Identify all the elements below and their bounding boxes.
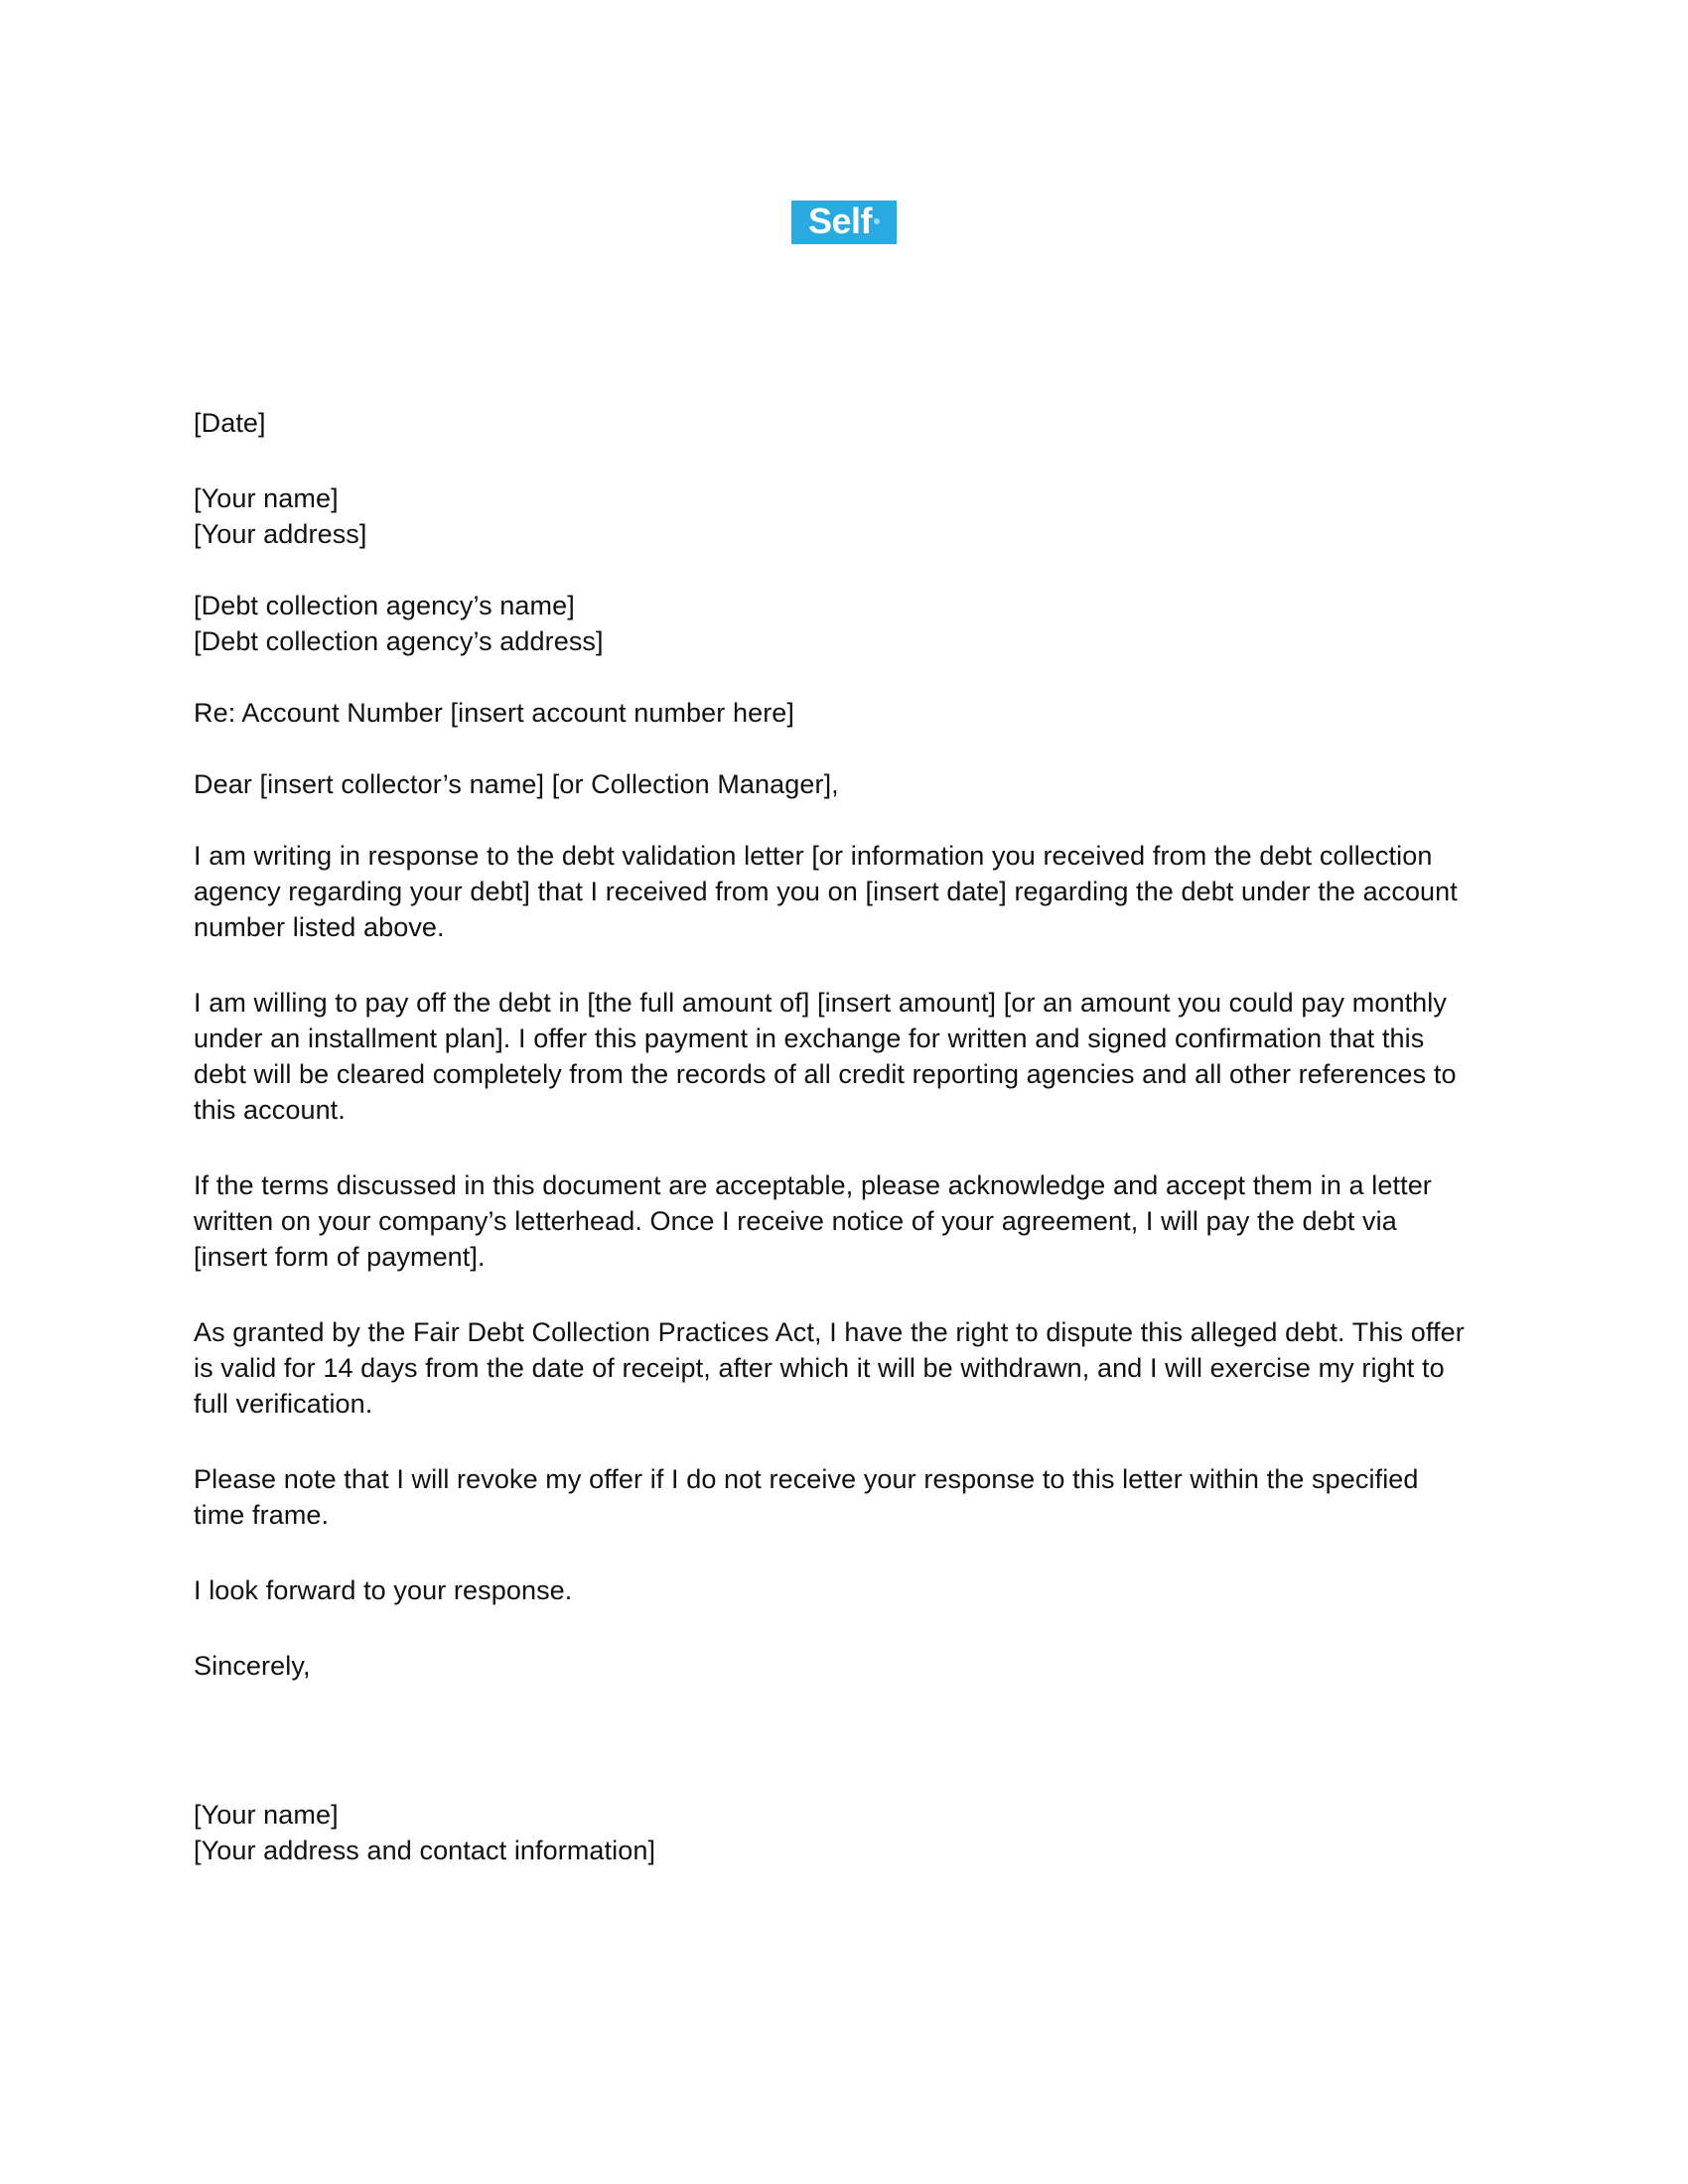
signature-name: [Your name] (194, 1800, 339, 1830)
signature-contact: [Your address and contact information] (194, 1836, 656, 1865)
sender-address: [Your address] (194, 519, 367, 549)
body-paragraph-2: I am willing to pay off the debt in [the full amount of] [insert amount] [or an amount you could pay monthly under an installment plan]. I offer this payment in exchange for written and signed confirmation that this debt will be cleared completely from the records of all credit reporting agencies and all other references to this account. (194, 988, 1457, 1125)
subject-line: Re: Account Number [insert account number here] (194, 698, 795, 728)
salutation-block (194, 766, 1475, 802)
signature-space (194, 1723, 1475, 1797)
closing-block (194, 1648, 1475, 1684)
self-logo (791, 201, 897, 244)
body-paragraph-3: If the terms discussed in this document are acceptable, please acknowledge and accept them in a letter written on your company’s letterhead. Once I receive notice of your agreement, I will pay the debt via [insert form of payment]. (194, 1170, 1432, 1272)
date-block (194, 405, 1475, 441)
recipient-block (194, 588, 1475, 659)
sender-name: [Your name] (194, 483, 339, 513)
self-logo-dot-icon (874, 218, 880, 224)
self-logo-text: Self (807, 201, 873, 241)
recipient-address: [Debt collection agency’s address] (194, 626, 604, 656)
sender-block (194, 480, 1475, 552)
date-line: [Date] (194, 408, 266, 438)
subject-block (194, 695, 1475, 731)
letterhead (0, 0, 1688, 298)
body-paragraph-4: As granted by the Fair Debt Collection Practices Act, I have the right to dispute this alleged debt. This offer is valid for 14 days from the date of receipt, after which it will be withdrawn, and I will exercise my right to full verification. (194, 1317, 1465, 1419)
letter-body (194, 405, 1475, 1868)
body-paragraph-5: Please note that I will revoke my offer if I do not receive your response to this letter within the specified time frame. (194, 1464, 1419, 1530)
salutation-line: Dear [insert collector’s name] [or Collection Manager], (194, 769, 839, 799)
closing-line: Sincerely, (194, 1651, 311, 1681)
body-paragraph-6: I look forward to your response. (194, 1575, 573, 1605)
signature-block (194, 1797, 1475, 1868)
body-paragraph-1: I am writing in response to the debt validation letter [or information you received from the debt collection agency regarding your debt] that I received from you on [insert date] regarding the debt under the account number listed above. (194, 841, 1458, 942)
recipient-name: [Debt collection agency’s name] (194, 591, 575, 620)
